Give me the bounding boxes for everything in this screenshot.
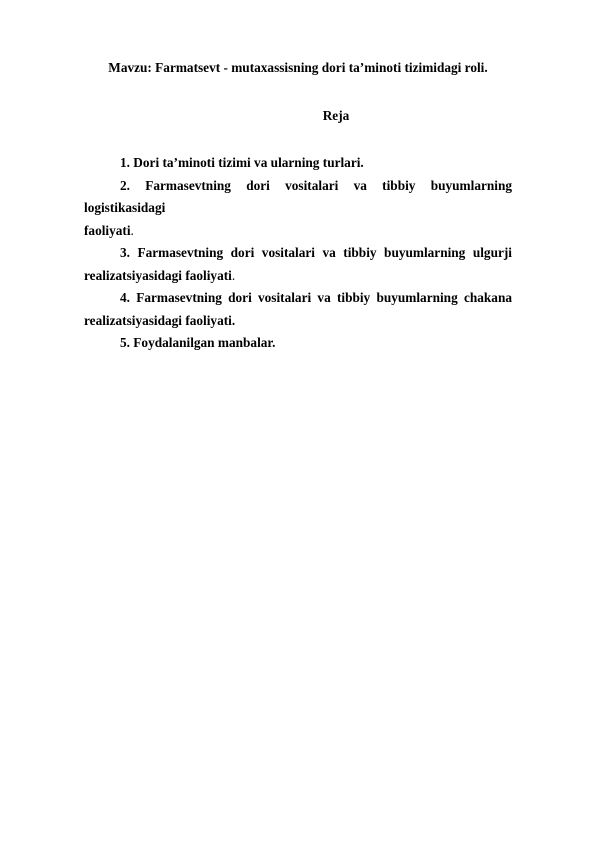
plan-item-5 [84,332,512,355]
plan-item-2-line-2-text: faoliyati [84,222,131,238]
plan-item-4-line-1: 4. Farmasevtning dori vositalari va tibbiy buyumlarning chakana [120,290,512,305]
plan-item-3-period: . [231,267,236,283]
document-title: Mavzu: Farmatsevt - mutaxassisning dori ta’minoti tizimidagi roli. [108,60,488,75]
plan-item-4 [84,287,512,332]
plan-item-1 [84,152,512,175]
plan-heading [0,107,596,125]
plan-item-3-line-2 [84,265,512,288]
plan-item-2 [84,175,512,243]
plan-item-1-text: 1. Dori ta’minoti tizimi va ularning turlari. [120,155,364,170]
plan-item-4-line-2: realizatsiyasidagi faoliyati. [84,312,236,328]
plan-item-3-line-2-text: realizatsiyasidagi faoliyati [84,267,232,283]
plan-item-2-period: . [130,222,134,238]
plan-heading-text: Reja [322,108,350,123]
plan-item-5-text: 5. Foydalanilgan manbalar. [120,335,276,350]
plan-item-3 [84,242,512,287]
plan-list [84,152,512,355]
plan-item-3-line-1: 3. Farmasevtning dori vositalari va tibbiy buyumlarning ulgurji [120,245,512,260]
plan-item-2-line-2 [84,220,512,243]
plan-item-2-line-1: 2. Farmasevtning dori vositalari va tibbiy buyumlarning logistikasidagi [84,177,512,215]
